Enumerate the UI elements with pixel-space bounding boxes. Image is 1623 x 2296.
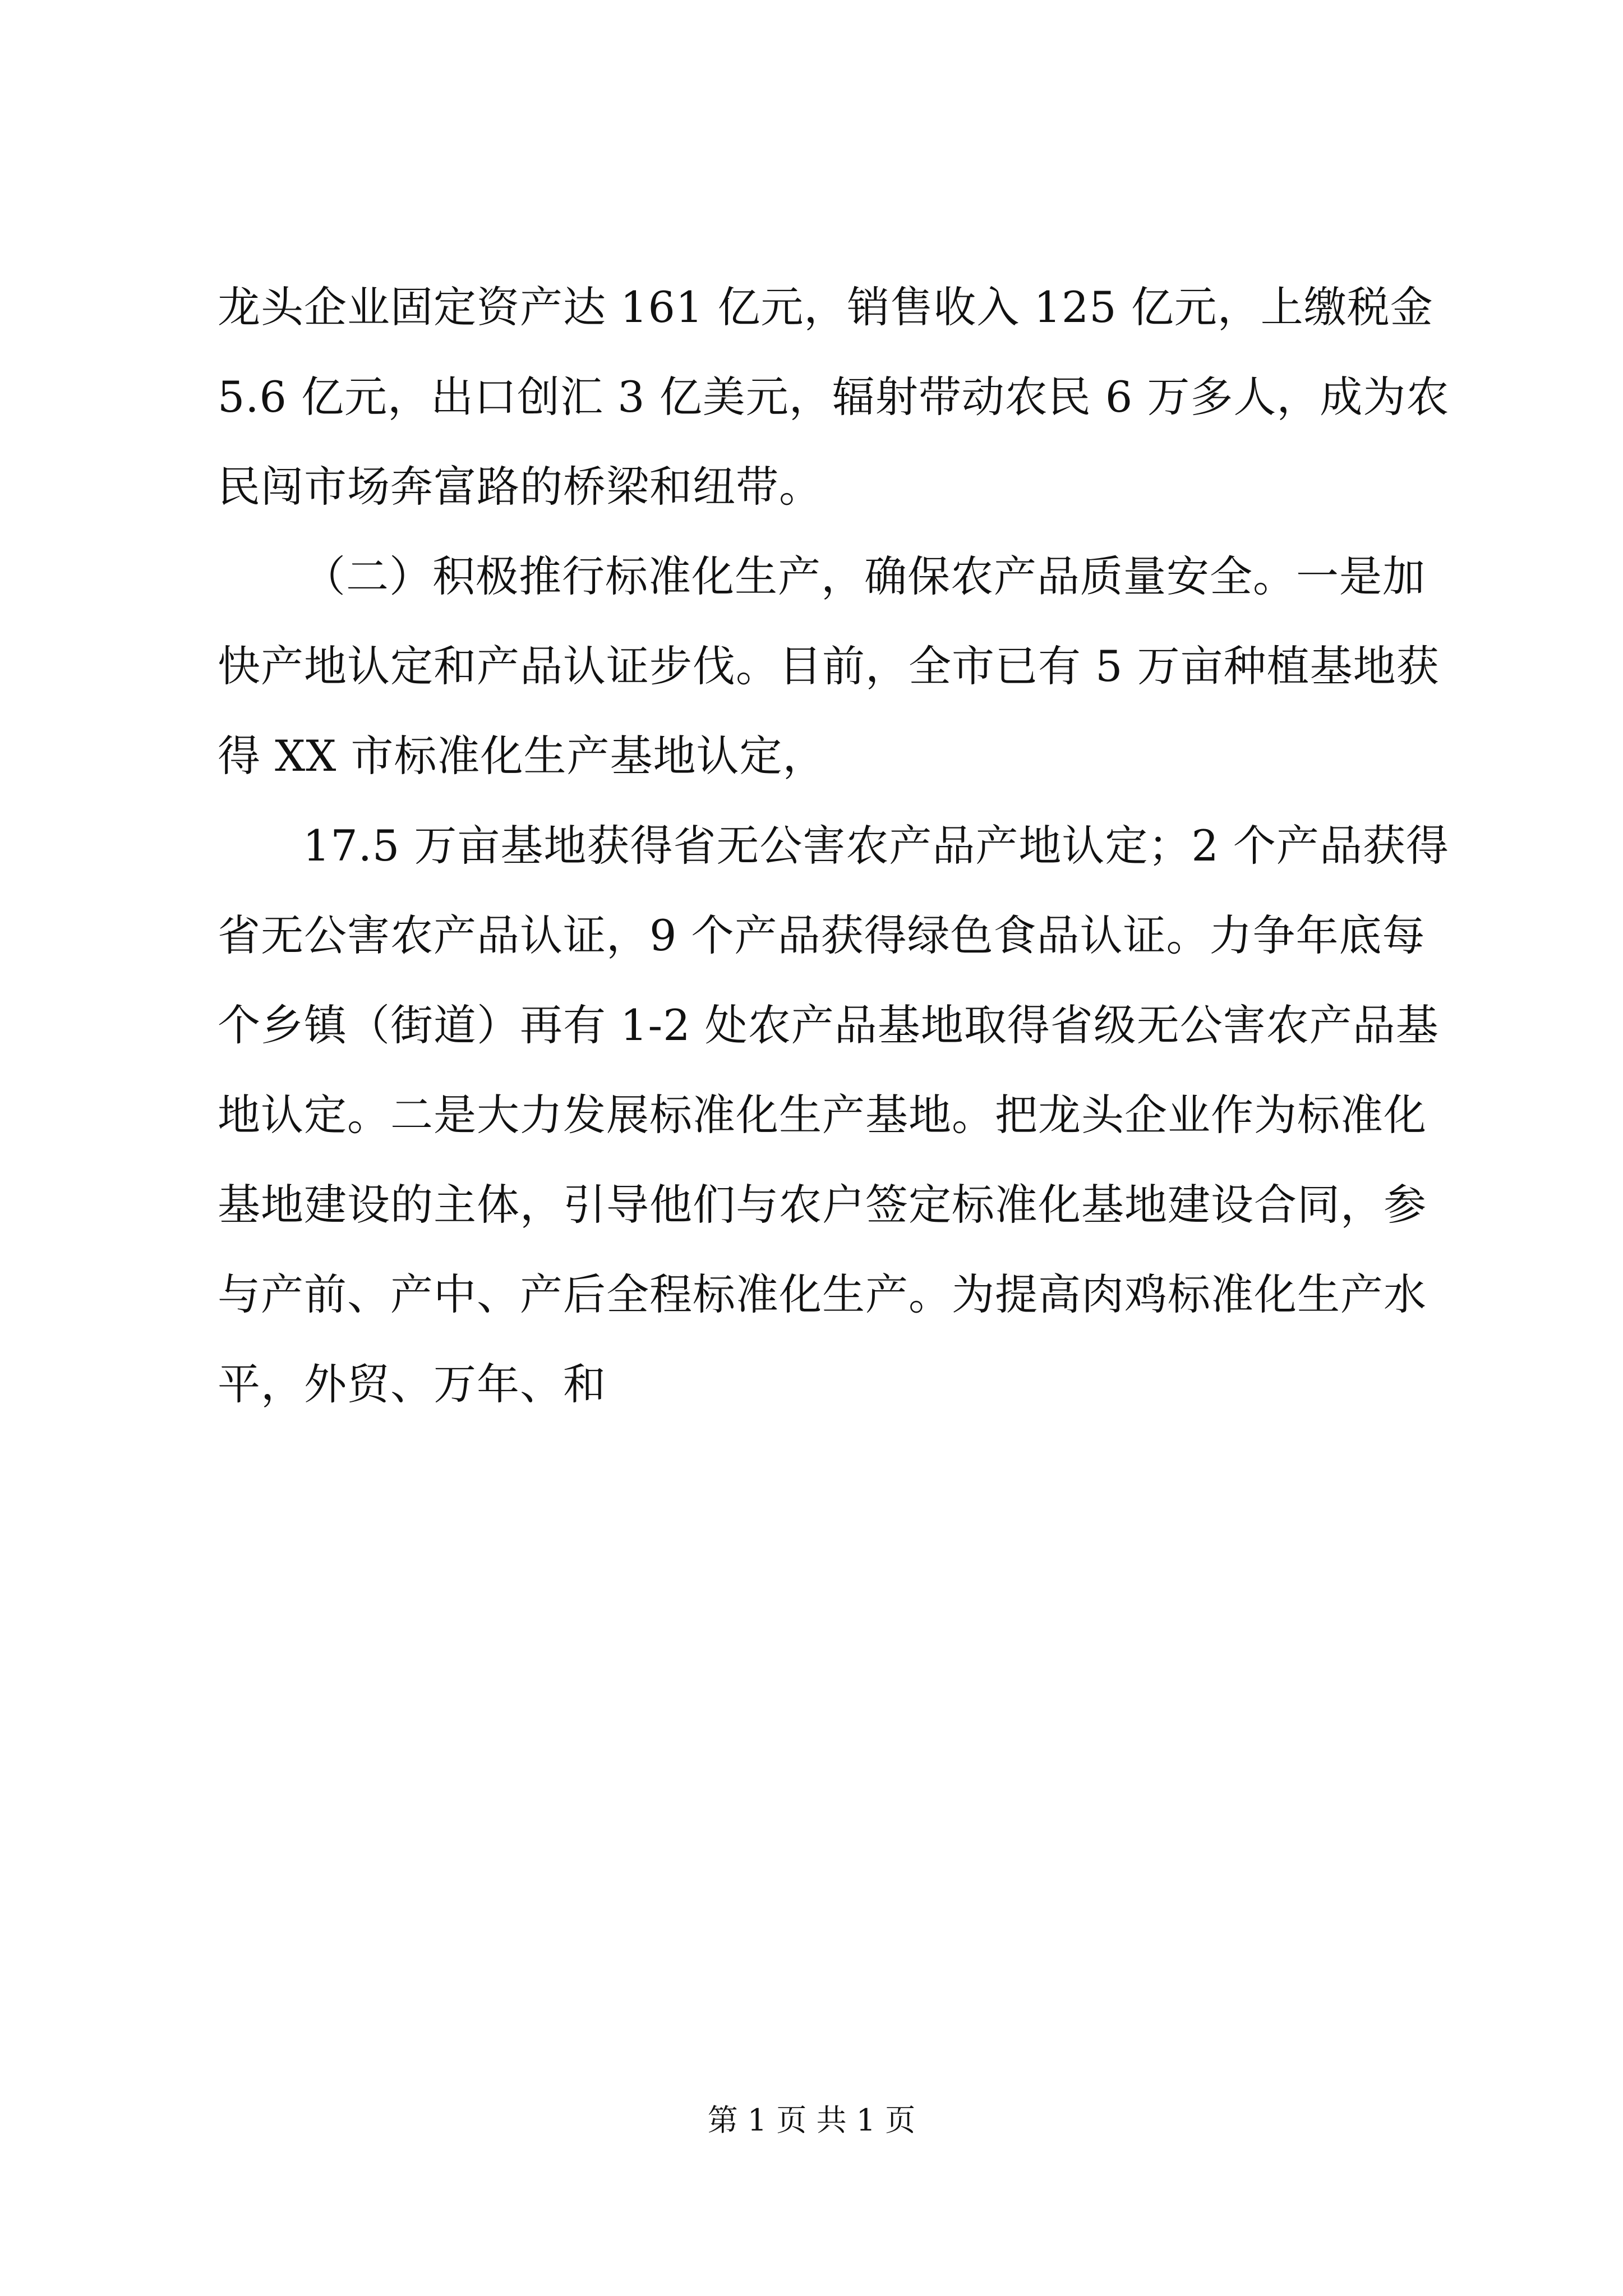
text-line: （二）积极推行标准化生产，确保农产品质量安全。一是加 bbox=[303, 551, 1426, 601]
text-line: 平，外贸、万年、和 bbox=[218, 1359, 606, 1409]
text-line: 快产地认定和产品认证步伐。目前，全市已有 5 万亩种植基地获 bbox=[218, 641, 1440, 691]
text-line: 民闯市场奔富路的桥梁和纽带。 bbox=[218, 462, 822, 512]
text-line: 5.6 亿元，出口创汇 3 亿美元，辐射带动农民 6 万多人，成为农 bbox=[218, 372, 1450, 422]
paragraph-1 bbox=[218, 263, 1450, 532]
text-line: 个乡镇（街道）再有 1-2 处农产品基地取得省级无公害农产品基 bbox=[218, 1000, 1439, 1050]
text-line: 得 XX 市标准化生产基地认定， bbox=[218, 731, 826, 781]
paragraph-2 bbox=[218, 532, 1440, 801]
document-body bbox=[218, 263, 1450, 1429]
text-line: 地认定。二是大力发展标准化生产基地。把龙头企业作为标准化 bbox=[218, 1090, 1427, 1140]
text-line: 龙头企业固定资产达 161 亿元，销售收入 125 亿元，上缴税金 bbox=[218, 282, 1433, 332]
text-line: 基地建设的主体，引导他们与农户签定标准化基地建设合同，参 bbox=[218, 1180, 1427, 1230]
page-footer bbox=[0, 2098, 1623, 2143]
text-line: 省无公害农产品认证，9 个产品获得绿色食品认证。力争年底每 bbox=[218, 910, 1426, 960]
page-number-label: 第 1 页 共 1 页 bbox=[707, 2102, 916, 2138]
text-line: 与产前、产中、产后全程标准化生产。为提高肉鸡标准化生产水 bbox=[218, 1269, 1427, 1319]
text-line: 17.5 万亩基地获得省无公害农产品产地认定；2 个产品获得 bbox=[303, 821, 1449, 871]
paragraph-3 bbox=[218, 801, 1449, 1429]
